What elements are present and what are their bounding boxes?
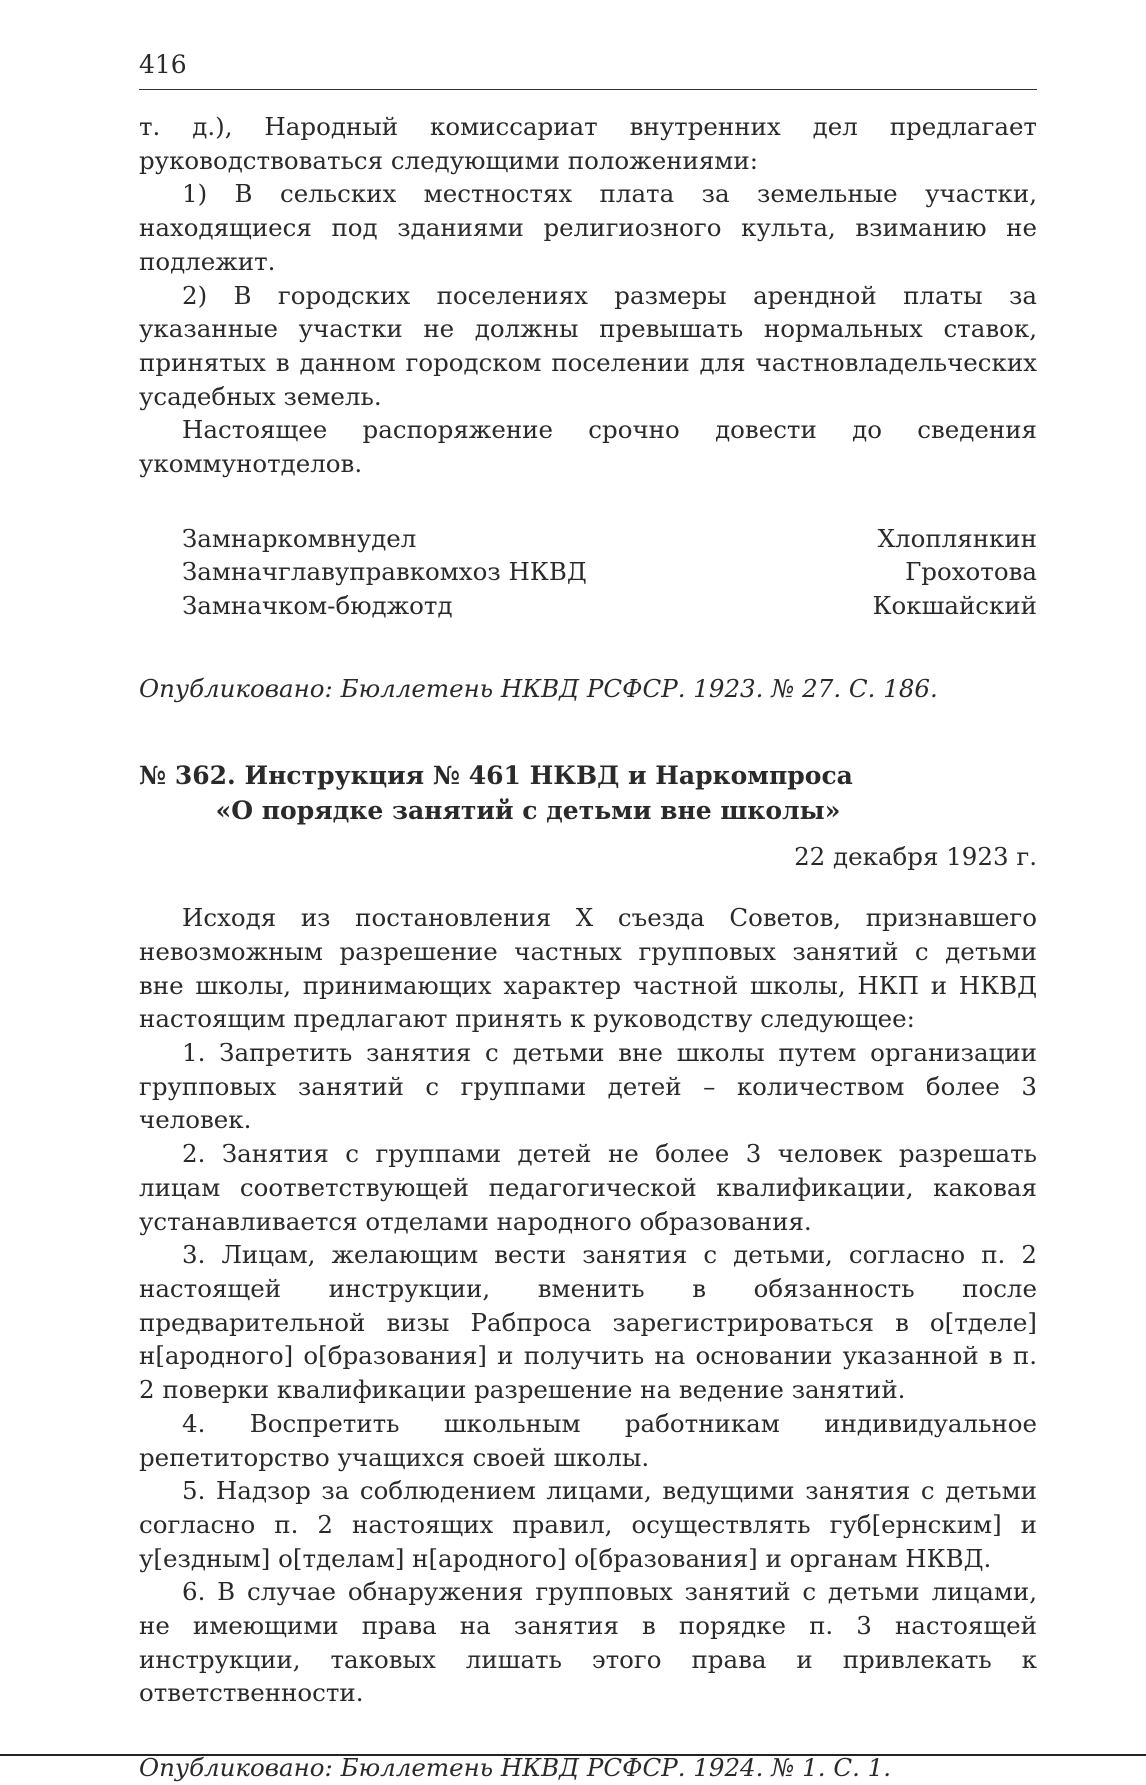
header-rule — [139, 89, 1037, 90]
signature-title: Замначглавуправкомхоз НКВД — [182, 557, 587, 587]
second-doc-item-1: 1. Запретить занятия с детьми вне школы путем организации групповых занятий с группами детей – количеством более 3 человек. — [139, 1038, 1037, 1135]
signature-row — [182, 589, 1037, 623]
second-doc-item-2: 2. Занятия с группами детей не более 3 человек разрешать лицам соответствующей педагогической квалификации, каковая устанавливается отделами народного образования. — [139, 1139, 1037, 1236]
page-bottom-edge — [0, 1754, 1146, 1756]
page-number: 416 — [139, 50, 187, 79]
second-doc-item-5: 5. Надзор за соблюдением лицами, ведущими занятия с детьми согласно п. 2 настоящих правил, осуществлять губ[ернским] и у[ездным] о[тделам] н[ародного] о[бразования] и органам НКВД. — [139, 1476, 1037, 1573]
document-date: 22 декабря 1923 г. — [794, 841, 1037, 871]
publication-source-second: Опубликовано: Бюллетень НКВД РСФСР. 1924. № 1. С. 1. — [139, 1753, 892, 1783]
signature-row — [182, 522, 1037, 556]
publication-source-first: Опубликовано: Бюллетень НКВД РСФСР. 1923. № 27. С. 186. — [139, 673, 938, 703]
signature-name: Грохотова — [905, 557, 1037, 587]
signature-title: Замнаркомвнудел — [182, 523, 417, 553]
signature-block — [139, 522, 1037, 623]
first-doc-closing: Настоящее распоряжение срочно довести до сведения укоммунотделов. — [139, 415, 1037, 479]
second-doc-preamble: Исходя из постановления X съезда Советов, признавшего невозможным разрешение частных групповых занятий с детьми вне школы, принимающих характер частной школы, НКП и НКВД настоящим предлагают принять к руководству следующее: — [139, 903, 1037, 1034]
first-doc-point-2: 2) В городских поселениях размеры арендной платы за указанные участки не должны превышать нормальных ставок, принятых в данном городском поселении для частновладельческих усадебных земель. — [139, 280, 1037, 411]
document-heading — [139, 758, 1037, 828]
intro-paragraph: т. д.), Народный комиссариат внутренних дел предлагает руководствоваться следующими положениями: — [139, 112, 1037, 175]
document-heading-line-1: № 362. Инструкция № 461 НКВД и Наркомпроса — [139, 760, 853, 790]
first-doc-point-1: 1) В сельских местностях плата за земельные участки, находящиеся под зданиями религиозного культа, взиманию не подлежит. — [139, 179, 1037, 276]
signature-title: Замначком-бюджотд — [182, 591, 453, 621]
signature-name: Кокшайский — [872, 591, 1037, 621]
document-heading-line-2: «О порядке занятий с детьми вне школы» — [215, 795, 841, 825]
page-body — [139, 110, 1037, 1785]
signature-row — [182, 555, 1037, 589]
signature-name: Хлоплянкин — [877, 523, 1037, 553]
second-doc-item-3: 3. Лицам, желающим вести занятия с детьми, согласно п. 2 настоящей инструкции, вменить в обязанность после предварительной визы Рабпроса зарегистрироваться в о[тделе] н[ародного] о[бразования] и получить на основании указанной в п. 2 поверки квалификации разрешение на ведение занятий. — [139, 1240, 1037, 1405]
second-doc-item-6: 6. В случае обнаружения групповых занятий с детьми лицами, не имеющими права на занятия в порядке п. 3 настоящей инструкции, таковых лишать этого права и привлекать к ответственности. — [139, 1577, 1037, 1708]
second-doc-item-4: 4. Воспретить школьным работникам индивидуальное репетиторство учащихся своей школы. — [139, 1408, 1037, 1472]
